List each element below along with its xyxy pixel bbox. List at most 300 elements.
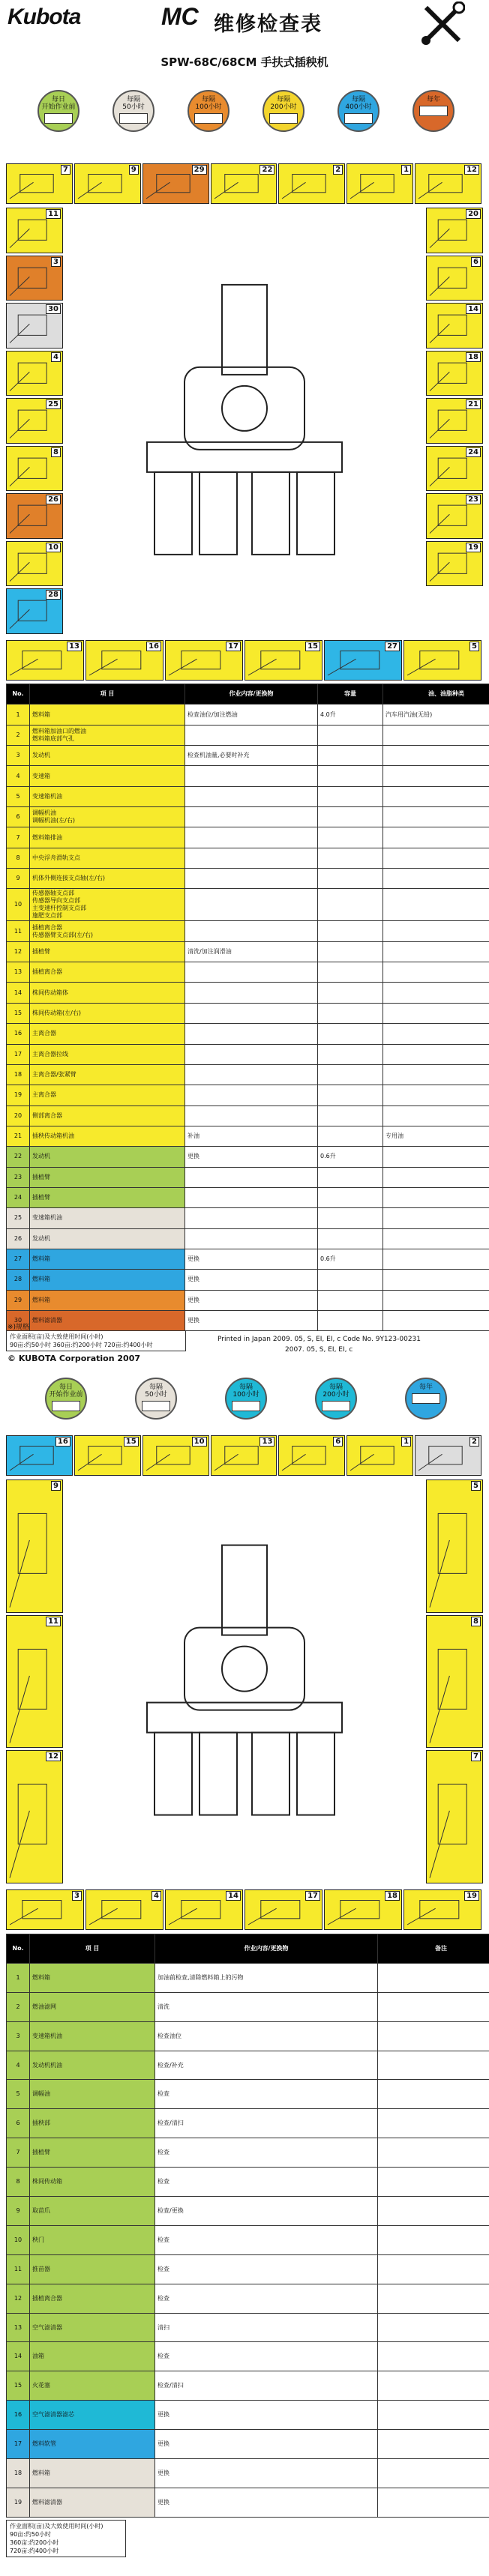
interval-chip-circle bbox=[225, 1378, 267, 1420]
table-cell: 插植臂 bbox=[30, 941, 185, 962]
table-row bbox=[7, 2459, 489, 2488]
panel-number: 11 bbox=[46, 1617, 61, 1626]
table-cell: 燃料箱 bbox=[30, 1963, 155, 1992]
interval-chip bbox=[186, 90, 231, 132]
table-cell bbox=[378, 2021, 489, 2051]
interval-chip-circle bbox=[338, 90, 380, 132]
table-cell bbox=[318, 1187, 383, 1207]
table-cell: 检查 bbox=[155, 2168, 378, 2197]
interval-chip bbox=[411, 90, 456, 132]
table-header: No. bbox=[7, 1934, 30, 1964]
table-row bbox=[7, 766, 489, 786]
table-cell bbox=[383, 1228, 489, 1249]
panel-number: 3 bbox=[51, 257, 61, 267]
table-cell bbox=[383, 766, 489, 786]
table-cell: 发动机 bbox=[30, 1228, 185, 1249]
table-cell bbox=[318, 941, 383, 962]
table-cell bbox=[383, 807, 489, 827]
panel-number: 25 bbox=[46, 399, 61, 409]
interval-chip-box bbox=[52, 1401, 80, 1411]
table-header: 油、油脂种类 bbox=[383, 684, 489, 705]
panel-number: 10 bbox=[46, 543, 61, 552]
diagram-panel bbox=[426, 256, 483, 301]
table-cell: 清洗/加注润滑油 bbox=[185, 941, 318, 962]
table-cell: 14 bbox=[7, 2342, 30, 2371]
table-cell bbox=[185, 725, 318, 745]
table-cell: 燃料箱 bbox=[30, 1249, 185, 1269]
table-cell bbox=[383, 786, 489, 806]
table-cell: 检查油位/加注燃油 bbox=[185, 705, 318, 725]
table-header: 容量 bbox=[318, 684, 383, 705]
table-cell: 10 bbox=[7, 889, 30, 921]
table-cell: 25 bbox=[7, 1208, 30, 1228]
table-cell: 燃料箱 bbox=[30, 1270, 185, 1290]
panel-number: 1 bbox=[401, 1437, 411, 1447]
table-row bbox=[7, 1105, 489, 1126]
table-cell bbox=[185, 1167, 318, 1187]
table-row bbox=[7, 2342, 489, 2371]
table-cell: 21 bbox=[7, 1126, 30, 1146]
diagram-panel bbox=[6, 541, 63, 587]
usage-legend-2 bbox=[6, 2520, 126, 2557]
diagram-panel bbox=[74, 1435, 141, 1476]
table-cell: 推苗器 bbox=[30, 2254, 155, 2284]
printed-info-2: 2007. 05, S, EI, EI, c bbox=[285, 1346, 353, 1354]
diagram-panel bbox=[426, 351, 483, 396]
diagram-panel bbox=[86, 1889, 164, 1930]
table-cell bbox=[383, 1064, 489, 1085]
table-row bbox=[7, 746, 489, 766]
panel-number: 18 bbox=[385, 1891, 400, 1901]
wrench-screwdriver-icon bbox=[420, 1, 465, 46]
interval-chip-circle bbox=[405, 1378, 447, 1420]
table-cell: 18 bbox=[7, 2459, 30, 2488]
table-cell: 7 bbox=[7, 2138, 30, 2168]
table-cell: 侧部离合器 bbox=[30, 1105, 185, 1126]
panel-number: 5 bbox=[471, 1481, 481, 1491]
table-cell: 加油前检查,清除燃料箱上的污物 bbox=[155, 1963, 378, 1992]
page-title: 维修检查表 bbox=[214, 13, 322, 36]
table-cell: 检查/更换 bbox=[155, 2197, 378, 2226]
diagram-panel bbox=[6, 446, 63, 492]
table-cell: 株间传动箱 bbox=[30, 2168, 155, 2197]
diagram-panel bbox=[278, 163, 345, 204]
table-row bbox=[7, 2138, 489, 2168]
table-cell bbox=[318, 1310, 383, 1330]
panel-number: 16 bbox=[56, 1437, 70, 1447]
diagram-panel bbox=[142, 163, 209, 204]
diagram-panel bbox=[6, 163, 73, 204]
table-cell: 调幅油 bbox=[30, 2080, 155, 2109]
interval-chip-box bbox=[194, 113, 223, 124]
interval-chip-box bbox=[119, 113, 148, 124]
table-row bbox=[7, 1147, 489, 1167]
table-cell bbox=[318, 869, 383, 889]
diagram-panel bbox=[6, 1479, 63, 1613]
table-cell: 机体外侧连接支点轴(左/右) bbox=[30, 869, 185, 889]
table-cell: 检查 bbox=[155, 2080, 378, 2109]
table-cell: 2 bbox=[7, 725, 30, 745]
brand-logo: Kubota bbox=[8, 4, 81, 29]
table-row bbox=[7, 1208, 489, 1228]
table-cell: 0.6升 bbox=[318, 1249, 383, 1269]
diagram-panel bbox=[6, 640, 84, 681]
panel-number: 24 bbox=[466, 447, 481, 457]
table-row bbox=[7, 962, 489, 983]
table-cell bbox=[185, 786, 318, 806]
machine-outline bbox=[132, 1534, 357, 1841]
interval-chip-circle bbox=[112, 90, 154, 132]
table-cell bbox=[378, 2488, 489, 2517]
table-cell: 专用油 bbox=[383, 1126, 489, 1146]
table-cell: 1 bbox=[7, 705, 30, 725]
diagram-panel bbox=[244, 640, 322, 681]
table-cell bbox=[378, 2313, 489, 2342]
table-cell bbox=[318, 921, 383, 941]
table-cell bbox=[383, 983, 489, 1003]
panel-number: 30 bbox=[46, 304, 61, 314]
table-cell bbox=[383, 827, 489, 848]
diagram-panel bbox=[211, 1435, 278, 1476]
table-cell: 检查机油量,必要时补充 bbox=[185, 746, 318, 766]
interval-chip bbox=[336, 90, 381, 132]
usage-legend-text: 作业面积(亩)及大致使用时间(小时) 90亩:约50小时 360亩:约200小时 720亩:约400小时 bbox=[10, 1333, 153, 1348]
panel-number: 3 bbox=[72, 1891, 82, 1901]
table-cell: 检查 bbox=[155, 2342, 378, 2371]
table-cell: 5 bbox=[7, 2080, 30, 2109]
table-cell bbox=[378, 2284, 489, 2313]
table-cell: 23 bbox=[7, 1167, 30, 1187]
table-row bbox=[7, 941, 489, 962]
table-cell bbox=[318, 1270, 383, 1290]
panel-number: 4 bbox=[152, 1891, 161, 1901]
panel-number: 10 bbox=[192, 1437, 207, 1447]
table-cell: 4 bbox=[7, 766, 30, 786]
interval-chip-box bbox=[419, 106, 448, 116]
table-cell: 10 bbox=[7, 2225, 30, 2254]
diagram-panel bbox=[426, 1479, 483, 1613]
table-row bbox=[7, 1126, 489, 1146]
table-cell: 燃油滤网 bbox=[30, 1992, 155, 2021]
interval-chip-box bbox=[44, 113, 73, 124]
table-cell: 插植臂 bbox=[30, 1167, 185, 1187]
table-row bbox=[7, 1064, 489, 1085]
interval-chip-box bbox=[142, 1401, 170, 1411]
table-cell: 检查 bbox=[155, 2284, 378, 2313]
table-cell: 14 bbox=[7, 983, 30, 1003]
table-row bbox=[7, 848, 489, 868]
panel-number: 6 bbox=[471, 257, 481, 267]
table-row bbox=[7, 1024, 489, 1044]
spec-note: ※)规格 bbox=[8, 1324, 30, 1331]
table-cell: 18 bbox=[7, 1064, 30, 1085]
panel-number: 15 bbox=[124, 1437, 139, 1447]
table-row bbox=[7, 1963, 489, 1992]
part-sketch-icon bbox=[7, 1480, 61, 1611]
interval-chip-label: 每隔 100小时 bbox=[232, 1384, 260, 1399]
table-row bbox=[7, 921, 489, 941]
table-cell: 燃料箱 bbox=[30, 2459, 155, 2488]
table-cell bbox=[383, 1044, 489, 1064]
table-cell: 检查 bbox=[155, 2254, 378, 2284]
table-cell bbox=[318, 1044, 383, 1064]
table-row bbox=[7, 2021, 489, 2051]
maintenance-diagram-top bbox=[6, 163, 483, 681]
table-cell: 调幅机油 调幅机油(左/右) bbox=[30, 807, 185, 827]
table-row bbox=[7, 807, 489, 827]
table-cell bbox=[318, 807, 383, 827]
panel-number: 6 bbox=[333, 1437, 343, 1447]
table-cell bbox=[378, 2371, 489, 2401]
table-cell: 燃料软管 bbox=[30, 2430, 155, 2459]
table-cell: 9 bbox=[7, 2197, 30, 2226]
panel-number: 12 bbox=[46, 1752, 61, 1761]
table-cell bbox=[318, 1085, 383, 1105]
table-cell: 1 bbox=[7, 1963, 30, 1992]
diagram-panel bbox=[74, 163, 141, 204]
table-row bbox=[7, 2401, 489, 2430]
table-row bbox=[7, 2488, 489, 2517]
interval-legend-bottom bbox=[21, 1378, 471, 1430]
table-cell: 7 bbox=[7, 827, 30, 848]
table-row bbox=[7, 725, 489, 745]
table-cell: 17 bbox=[7, 2430, 30, 2459]
table-cell: 主离合器 bbox=[30, 1024, 185, 1044]
table-cell: 22 bbox=[7, 1147, 30, 1167]
table-cell: 6 bbox=[7, 807, 30, 827]
diagram-panel bbox=[211, 163, 278, 204]
table-cell: 13 bbox=[7, 962, 30, 983]
maintenance-table-2 bbox=[6, 1934, 489, 2518]
table-cell: 变速箱机油 bbox=[30, 1208, 185, 1228]
diagram-panel bbox=[415, 163, 482, 204]
table-cell bbox=[318, 766, 383, 786]
part-sketch-icon bbox=[7, 1751, 61, 1881]
table-row bbox=[7, 2109, 489, 2138]
panel-number: 4 bbox=[51, 352, 61, 362]
interval-legend-top bbox=[21, 90, 471, 142]
table-cell: 4.0升 bbox=[318, 705, 383, 725]
table-cell: 9 bbox=[7, 869, 30, 889]
table-cell bbox=[378, 2225, 489, 2254]
table-cell: 27 bbox=[7, 1249, 30, 1269]
diagram-panel bbox=[165, 1889, 243, 1930]
interval-chip-label: 每年 bbox=[418, 1384, 433, 1391]
table-header: 项 目 bbox=[30, 1934, 155, 1964]
panel-number: 16 bbox=[146, 642, 161, 651]
table-cell: 3 bbox=[7, 2021, 30, 2051]
table-cell bbox=[383, 1249, 489, 1269]
part-sketch-icon bbox=[7, 1890, 82, 1928]
table-row bbox=[7, 889, 489, 921]
diagram-panel bbox=[426, 398, 483, 444]
interval-chip-circle bbox=[315, 1378, 357, 1420]
diagram-panel bbox=[165, 640, 243, 681]
table-row bbox=[7, 1085, 489, 1105]
panel-number: 8 bbox=[471, 1617, 481, 1626]
table-cell: 15 bbox=[7, 1003, 30, 1023]
diagram-panel bbox=[244, 1889, 322, 1930]
panel-number: 18 bbox=[466, 352, 481, 362]
table-cell: 28 bbox=[7, 1270, 30, 1290]
table-cell bbox=[383, 962, 489, 983]
table-cell: 15 bbox=[7, 2371, 30, 2401]
interval-chip-label: 每隔 400小时 bbox=[345, 96, 372, 111]
table-cell bbox=[185, 807, 318, 827]
interval-chip bbox=[134, 1378, 178, 1420]
panel-number: 12 bbox=[464, 165, 479, 175]
diagram-panel bbox=[6, 493, 63, 539]
table-cell: 5 bbox=[7, 786, 30, 806]
table-cell: 检查/补充 bbox=[155, 2051, 378, 2080]
panel-number: 21 bbox=[466, 399, 481, 409]
maintenance-diagram-bottom bbox=[6, 1435, 483, 1930]
table-cell: 19 bbox=[7, 1085, 30, 1105]
table-cell bbox=[318, 1208, 383, 1228]
table-row bbox=[7, 1167, 489, 1187]
table-row bbox=[7, 2197, 489, 2226]
table-cell bbox=[185, 766, 318, 786]
table-cell bbox=[378, 2051, 489, 2080]
panel-number: 28 bbox=[46, 590, 61, 600]
part-sketch-icon bbox=[404, 641, 479, 678]
table-cell bbox=[185, 827, 318, 848]
table-cell bbox=[318, 983, 383, 1003]
table-cell: 变速箱 bbox=[30, 766, 185, 786]
maintenance-table-1 bbox=[6, 684, 489, 1331]
table-cell: 11 bbox=[7, 921, 30, 941]
interval-chip-circle bbox=[412, 90, 454, 132]
table-cell: 8 bbox=[7, 2168, 30, 2197]
part-sketch-icon bbox=[7, 1616, 61, 1746]
table-row bbox=[7, 1290, 489, 1310]
table-cell: 8 bbox=[7, 848, 30, 868]
table-cell: 检查/清扫 bbox=[155, 2109, 378, 2138]
table-row bbox=[7, 2371, 489, 2401]
table-cell bbox=[383, 848, 489, 868]
table-cell: 空气滤清器 bbox=[30, 2313, 155, 2342]
table-cell bbox=[378, 2430, 489, 2459]
diagram-panel bbox=[6, 1889, 84, 1930]
table-cell bbox=[383, 921, 489, 941]
table-cell: 12 bbox=[7, 941, 30, 962]
diagram-panel bbox=[6, 351, 63, 396]
table-cell: 13 bbox=[7, 2313, 30, 2342]
diagram-panel bbox=[426, 1750, 483, 1883]
table-row bbox=[7, 2080, 489, 2109]
interval-chip bbox=[224, 1378, 268, 1420]
table-row bbox=[7, 2168, 489, 2197]
diagram-panel bbox=[346, 1435, 413, 1476]
diagram-panel bbox=[6, 1435, 73, 1476]
table-cell bbox=[318, 725, 383, 745]
table-cell bbox=[185, 889, 318, 921]
table-cell bbox=[185, 1024, 318, 1044]
table-cell bbox=[318, 1126, 383, 1146]
interval-chip-box bbox=[232, 1401, 260, 1411]
diagram-panel bbox=[6, 256, 63, 301]
table-row bbox=[7, 1992, 489, 2021]
table-cell: 检查 bbox=[155, 2225, 378, 2254]
diagram-panel bbox=[278, 1435, 345, 1476]
table-cell: 主离合器拉线 bbox=[30, 1044, 185, 1064]
table-cell: 16 bbox=[7, 1024, 30, 1044]
table-cell bbox=[378, 1963, 489, 1992]
table-header: No. bbox=[7, 684, 30, 705]
table-cell bbox=[383, 1270, 489, 1290]
table-cell: 检查油位 bbox=[155, 2021, 378, 2051]
table-cell: 插植臂 bbox=[30, 2138, 155, 2168]
table-cell: 26 bbox=[7, 1228, 30, 1249]
table-cell bbox=[185, 1228, 318, 1249]
table-cell: 插植离合器 传感器臂支点部(左/右) bbox=[30, 921, 185, 941]
table-cell: 4 bbox=[7, 2051, 30, 2080]
table-cell bbox=[383, 1085, 489, 1105]
table-cell: 发动机 bbox=[30, 746, 185, 766]
table-cell bbox=[318, 1290, 383, 1310]
table-cell: 插植臂 bbox=[30, 1187, 185, 1207]
panel-number: 22 bbox=[260, 165, 274, 175]
machine-outline bbox=[132, 267, 357, 588]
panel-number: 19 bbox=[464, 1891, 479, 1901]
interval-chip bbox=[111, 90, 156, 132]
table-cell bbox=[383, 1290, 489, 1310]
table-cell bbox=[185, 1187, 318, 1207]
diagram-panel bbox=[324, 640, 402, 681]
part-sketch-icon bbox=[427, 1616, 481, 1746]
panel-number: 17 bbox=[226, 642, 241, 651]
table-cell: 燃料箱 bbox=[30, 1290, 185, 1310]
table-cell: 燃料滤清器 bbox=[30, 2488, 155, 2517]
table-cell bbox=[383, 1147, 489, 1167]
copyright: © KUBOTA Corporation 2007 bbox=[8, 1354, 141, 1363]
table-cell: 燃料箱加油口的燃油 燃料箱底部气孔 bbox=[30, 725, 185, 745]
panel-number: 7 bbox=[471, 1752, 481, 1761]
diagram-panel bbox=[426, 303, 483, 349]
interval-chip-label: 每隔 50小时 bbox=[122, 96, 145, 111]
mc-mark: MC bbox=[161, 3, 199, 30]
diagram-panel bbox=[426, 446, 483, 492]
table-row bbox=[7, 1003, 489, 1023]
panel-number: 13 bbox=[67, 642, 82, 651]
table-cell: 更换 bbox=[155, 2430, 378, 2459]
table-cell bbox=[318, 746, 383, 766]
table-cell: 插植离合器 bbox=[30, 2284, 155, 2313]
table-cell: 火花塞 bbox=[30, 2371, 155, 2401]
table-cell bbox=[318, 1024, 383, 1044]
table-cell: 11 bbox=[7, 2254, 30, 2284]
table-cell: 插秧部 bbox=[30, 2109, 155, 2138]
table-row bbox=[7, 1044, 489, 1064]
table-cell: 更换 bbox=[185, 1290, 318, 1310]
interval-chip bbox=[36, 90, 81, 132]
table-cell bbox=[383, 1024, 489, 1044]
diagram-panel bbox=[6, 1750, 63, 1883]
table-cell bbox=[378, 2459, 489, 2488]
panel-number: 29 bbox=[192, 165, 207, 175]
table-cell bbox=[383, 1003, 489, 1023]
interval-chip-label: 每隔 50小时 bbox=[145, 1384, 167, 1399]
table-header: 备注 bbox=[378, 1934, 489, 1964]
panel-number: 20 bbox=[466, 209, 481, 219]
table-cell bbox=[378, 2254, 489, 2284]
table-row bbox=[7, 1249, 489, 1269]
table-cell bbox=[318, 786, 383, 806]
usage-legend-text-2: 作业面积(亩)及大致使用时间(小时) 90亩:约50小时 360亩:约200小时 720亩:约400小时 bbox=[10, 2523, 104, 2554]
table-cell: 17 bbox=[7, 1044, 30, 1064]
interval-chip-label: 每日 开始作业前 bbox=[49, 1384, 83, 1399]
table-row bbox=[7, 705, 489, 725]
